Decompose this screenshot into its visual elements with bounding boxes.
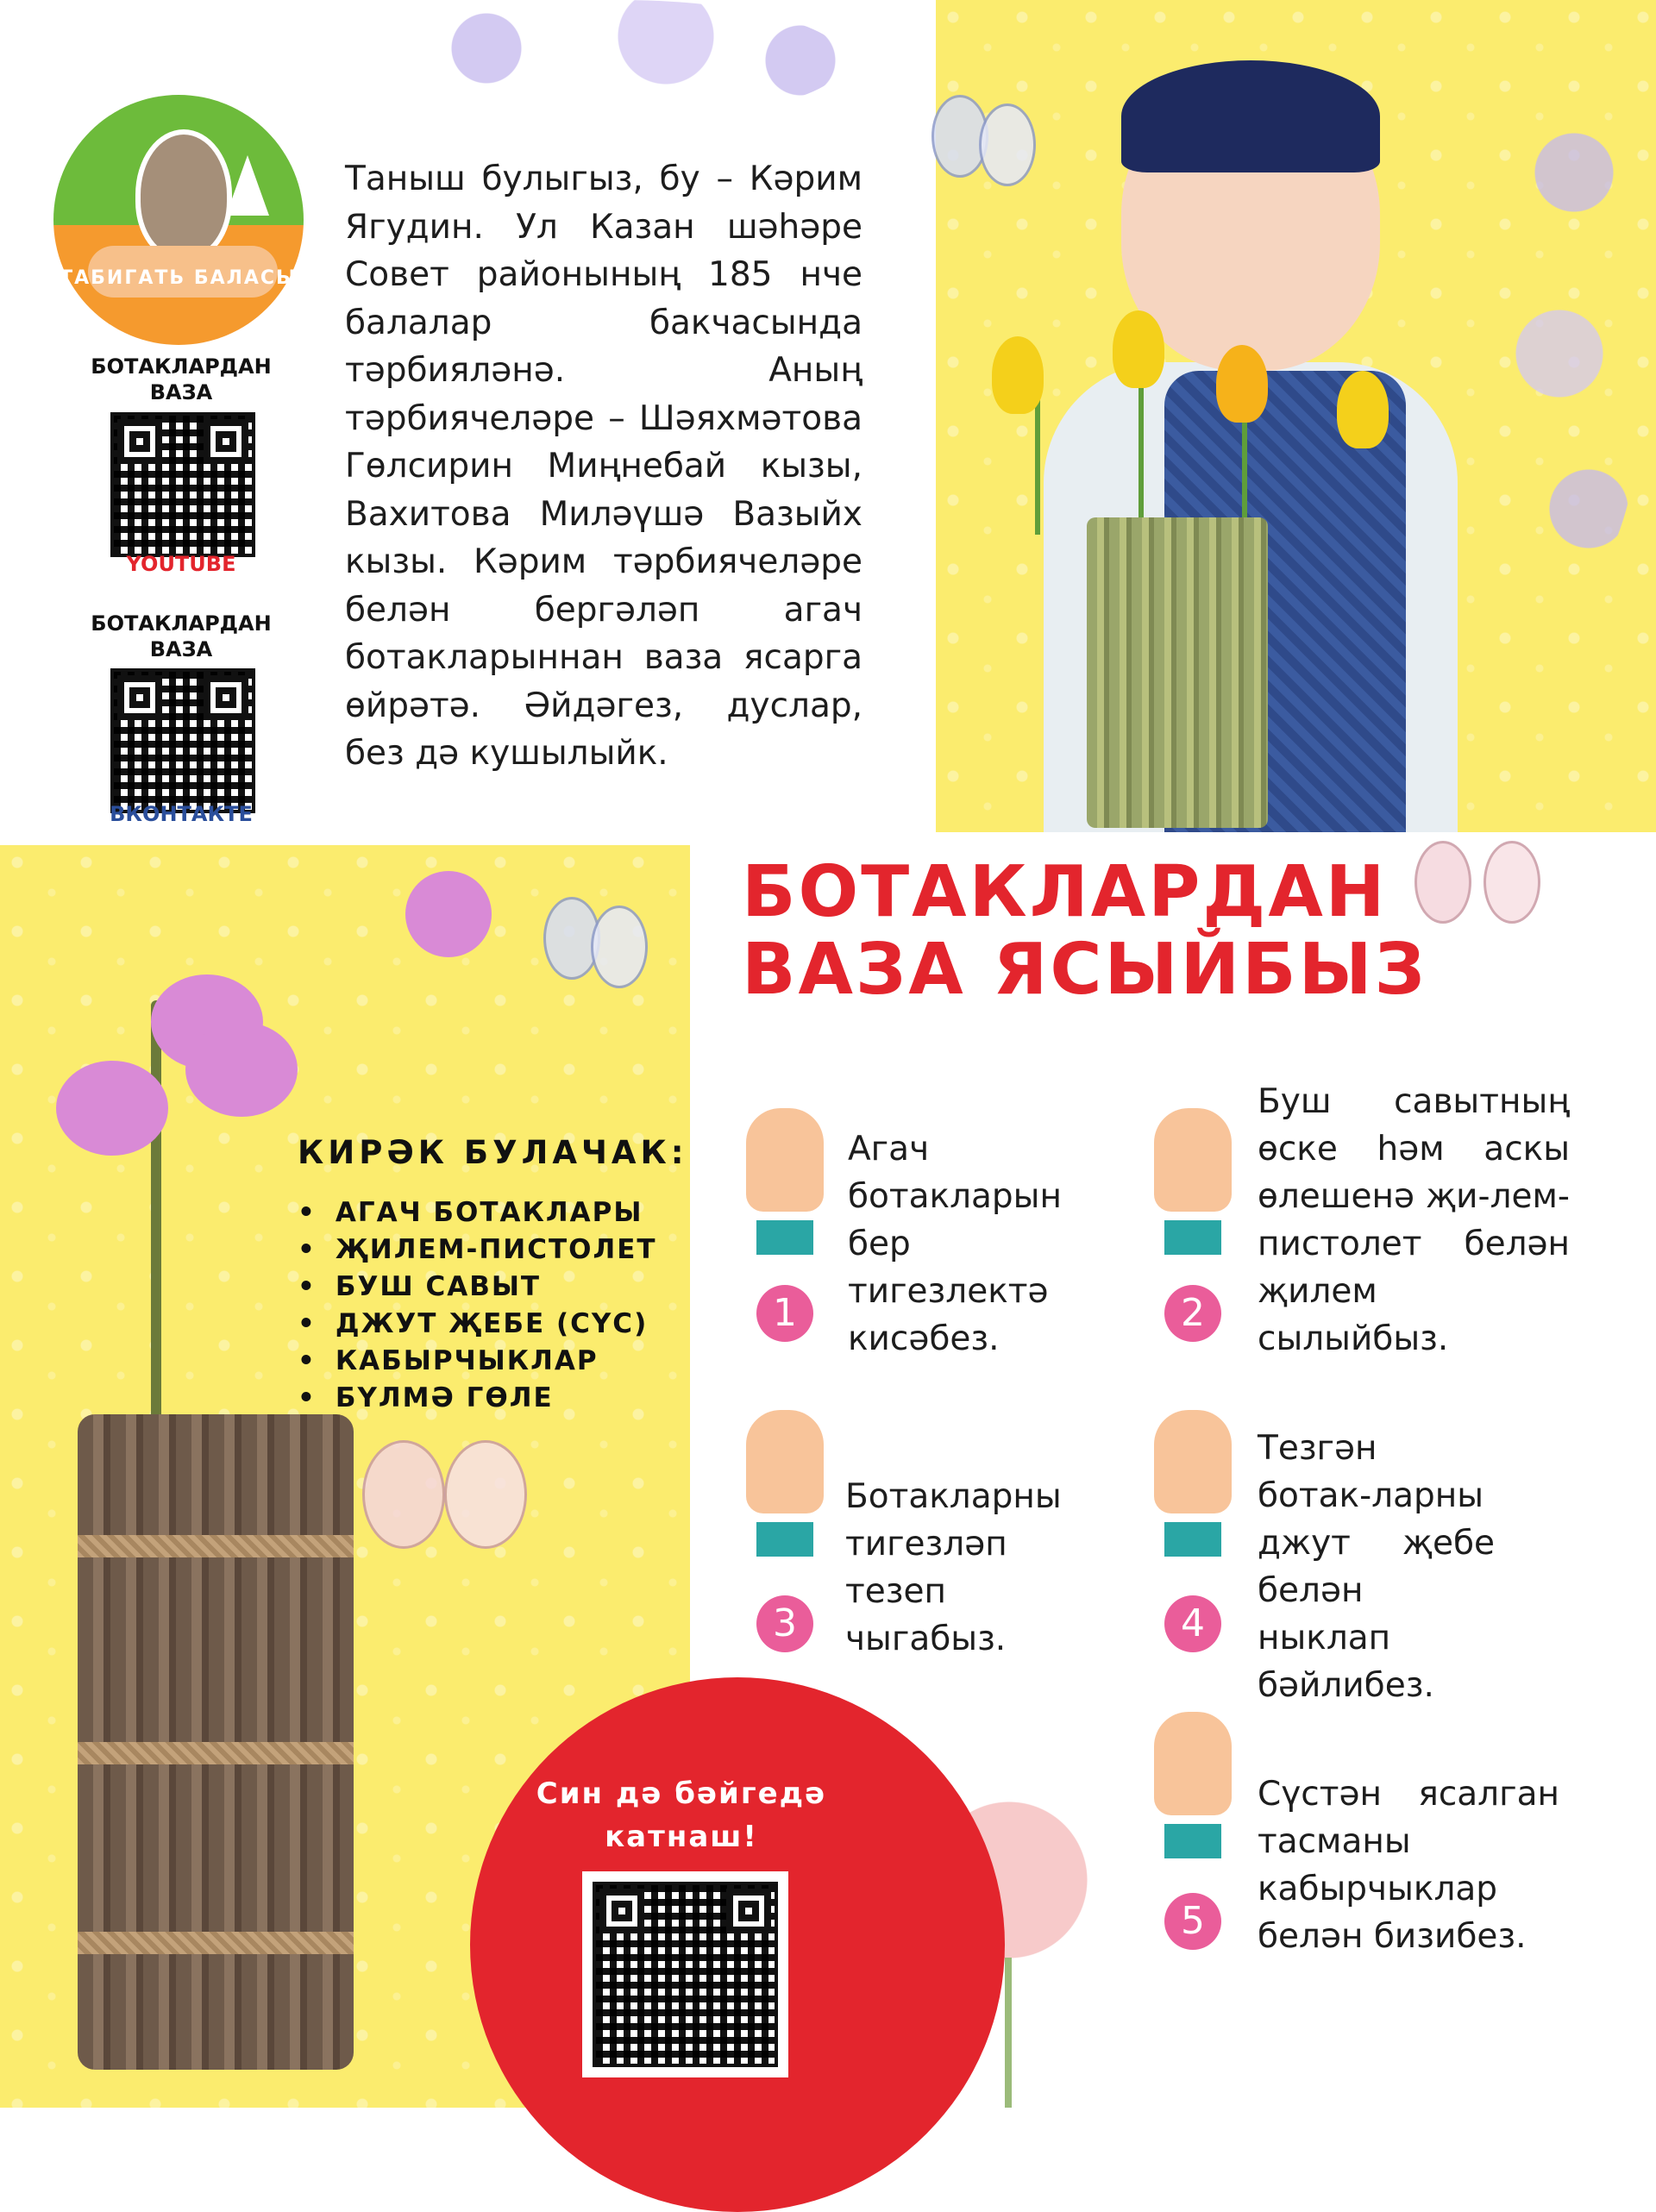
- hand-one-finger-icon: [746, 1108, 824, 1212]
- step-text: Ботакларны тигезләп тезеп чыгабыз.: [845, 1477, 1062, 1658]
- qr-code-contest[interactable]: [593, 1882, 778, 2067]
- orchid-flower: [185, 1022, 298, 1117]
- child-cap: [1121, 60, 1380, 172]
- title-line2: ВАЗА ЯСЫЙБЫЗ: [742, 929, 1427, 1011]
- tree-icon: [226, 155, 269, 216]
- tulip-flower: [1216, 345, 1268, 423]
- orchid-flower: [56, 1061, 168, 1156]
- qr-label-vk: ВКОНТАКТЕ: [110, 802, 253, 826]
- step-number: 1: [756, 1285, 813, 1342]
- tulip-flower: [1113, 310, 1164, 388]
- cuff-icon: [1164, 1220, 1221, 1255]
- butterfly-decoration: [362, 1440, 535, 1544]
- orchid-stem: [151, 1000, 161, 1483]
- butterfly-decoration: [932, 95, 1035, 198]
- qr-caption-line2: ВАЗА: [149, 637, 213, 661]
- qr-code-vk[interactable]: [110, 668, 255, 813]
- cuff-icon: [1164, 1824, 1221, 1858]
- step-number: 3: [756, 1595, 813, 1652]
- step-number: 4: [1164, 1595, 1221, 1652]
- logo-text: ТАБИГАТЬ БАЛАСЫ: [60, 267, 298, 289]
- qr-caption-line1: БОТАКЛАРДАН: [91, 354, 272, 379]
- logo: [53, 95, 304, 345]
- contest-qr-frame: [582, 1871, 788, 2077]
- step-text: Тезгән ботак-ларны джут җебе белән ныклап бәйлибез.: [1258, 1429, 1495, 1705]
- tulip-flower: [1337, 371, 1389, 448]
- cuff-icon: [756, 1522, 813, 1557]
- materials-item: • БУШ САВЫТ: [298, 1269, 657, 1306]
- qr-caption-line1: БОТАКЛАРДАН: [91, 611, 272, 636]
- contest-text: Син дә бәйгедә катнаш!: [536, 1776, 827, 1854]
- step-number: 5: [1164, 1893, 1221, 1950]
- hand-four-fingers-icon: [1154, 1410, 1232, 1513]
- tulip-flower: [992, 336, 1044, 414]
- flower-decoration-top: [397, 0, 845, 121]
- materials-item: • КАБЫРЧЫКЛАР: [298, 1343, 657, 1380]
- qr-code-youtube[interactable]: [110, 412, 255, 557]
- title-line1: БОТАКЛАРДАН: [742, 851, 1388, 933]
- cuff-icon: [1164, 1522, 1221, 1557]
- qr-label-youtube: YOUTUBE: [126, 552, 236, 576]
- qr-caption-line2: ВАЗА: [149, 380, 213, 404]
- materials-item: • АГАЧ БОТАКЛАРЫ: [298, 1194, 657, 1231]
- qr-caption-vk: [82, 611, 280, 662]
- step-text: Сүстән ясалган тасманы кабырчыклар белән бизибез.: [1258, 1775, 1559, 1956]
- step-text: Агач ботакларын бер тигезлектә кисәбез.: [848, 1130, 1062, 1358]
- cuff-icon: [756, 1220, 813, 1255]
- qr-caption-youtube: [82, 354, 280, 405]
- page-title: [742, 851, 1604, 1011]
- materials-item: • ҖИЛЕМ-ПИСТОЛЕТ: [298, 1231, 657, 1269]
- hand-five-fingers-icon: [1154, 1712, 1232, 1815]
- intro-text: Таныш булыгыз, бу – Кәрим Ягудин. Ул Казан шәһәре Совет районының 185 нче балалар бакчасында тәрбияләнә. Аның тәрбиячеләре – Шәяхмәтова Гөлсирин Миңнебай кызы, Вахитова Миләүшә Вазыйх кызы. Кәрим тәрбиячеләре белән бергәләп агач ботакларыннан ваза ясарга өйрәтә. Әйдәгез, дуслар, без дә кушылыйк.: [345, 160, 862, 773]
- twig-vase-example: [78, 1414, 354, 2070]
- orchid-flower: [405, 871, 492, 957]
- hand-two-fingers-icon: [1154, 1108, 1232, 1212]
- materials-item: • ДЖУТ ҖЕБЕ (СҮС): [298, 1306, 657, 1343]
- pink-flower-stem: [1005, 1958, 1012, 2108]
- step-number: 2: [1164, 1285, 1221, 1342]
- pinecone-icon: [135, 129, 232, 260]
- materials-item: • БҮЛМӘ ГӨЛЕ: [298, 1380, 657, 1417]
- butterfly-decoration: [543, 897, 647, 1000]
- materials-heading: КИРӘК БУЛАЧАК:: [298, 1134, 688, 1171]
- hand-three-fingers-icon: [746, 1410, 824, 1513]
- twig-vase-photo: [1087, 517, 1268, 828]
- materials-list: [298, 1194, 657, 1417]
- step-text: Буш савытның өске һәм аскы өлешенә җи-лем-пистолет белән җилем сылыйбыз.: [1258, 1082, 1570, 1358]
